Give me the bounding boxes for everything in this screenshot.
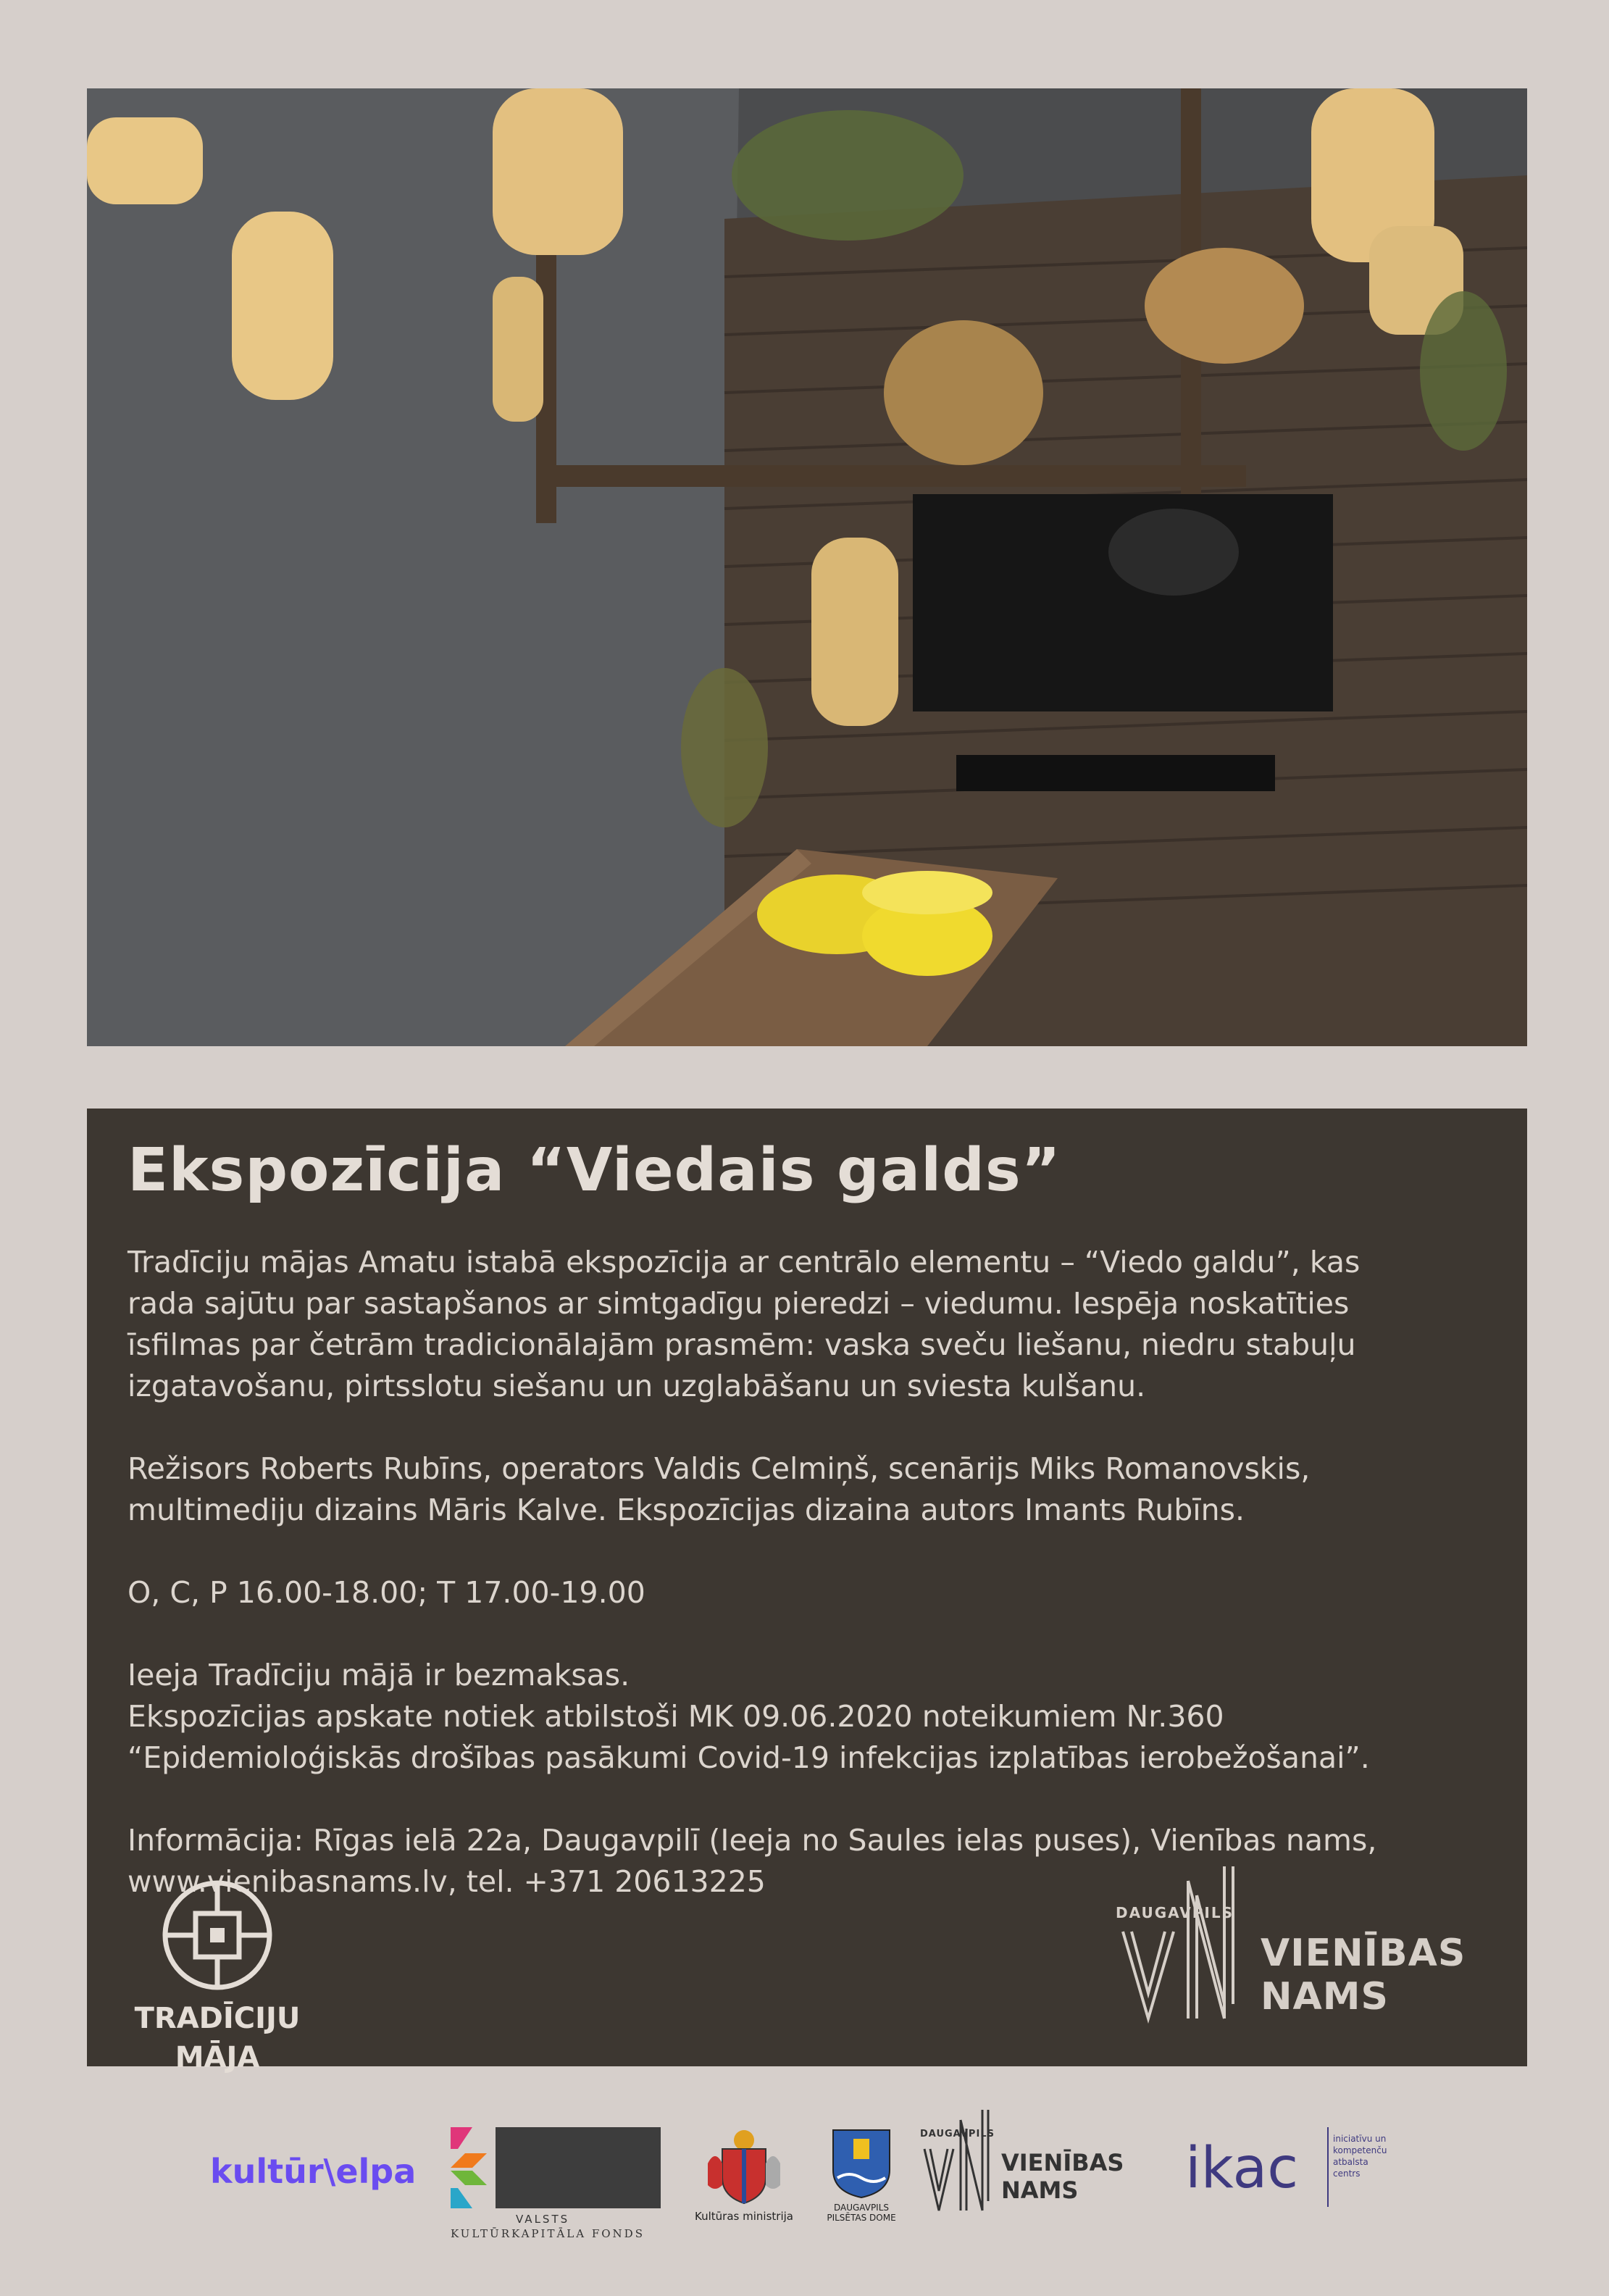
vienibas-nams-logo bbox=[1116, 1859, 1500, 2026]
tradiciju-maja-line2: MĀJA bbox=[175, 2041, 260, 2074]
coat-of-arms-icon bbox=[701, 2127, 787, 2207]
kulturas-ministrija-logo bbox=[690, 2127, 798, 2229]
schedule-paragraph: O, C, P 16.00-18.00; T 17.00-19.00 bbox=[128, 1575, 645, 1610]
daugavpils-crest-icon bbox=[830, 2127, 893, 2200]
ikac-wordmark: ikac bbox=[1185, 2136, 1299, 2201]
kkf-line1: VALSTS bbox=[516, 2213, 570, 2226]
ikac-tagline: iniciatīvu un kompetenču atbalsta centrs bbox=[1333, 2134, 1387, 2179]
hero-photo bbox=[87, 88, 1527, 1046]
contact-paragraph: Informācija: Rīgas ielā 22a, Daugavpilī (Ieeja no Saules ielas puses), Vienības nams, www.vienibasnams.lv, tel. +371 20613225 bbox=[128, 1823, 1377, 1899]
dome-line1: DAUGAVPILS bbox=[833, 2203, 890, 2213]
ikac-divider bbox=[1327, 2127, 1329, 2207]
panel-body bbox=[128, 1242, 1489, 1944]
daugavpils-dome-logo bbox=[822, 2127, 901, 2229]
vn-footer-city: DAUGAVPILS bbox=[920, 2129, 995, 2140]
tradiciju-maja-symbol-icon bbox=[156, 1874, 279, 1997]
kkf-logo bbox=[451, 2127, 661, 2240]
kkf-line2: KULTŪRKAPITĀLA FONDS bbox=[451, 2227, 645, 2240]
info-panel bbox=[87, 1109, 1527, 2074]
vn-monogram-icon bbox=[1116, 1859, 1261, 2026]
vn-city-label: DAUGAVPILS bbox=[1116, 1904, 1234, 1921]
panel-title: Ekspozīcija “Viedais galds” bbox=[128, 1136, 1061, 1205]
entry-paragraph: Ieeja Tradīciju mājā ir bezmaksas. Ekspozīcijas apskate notiek atbilstoši MK 09.06.2020 noteikumiem Nr.360 “Epidemioloģiskās drošības pasākumi Covid-19 infekcijas izplatības ierobežošanai”. bbox=[128, 1658, 1370, 1775]
vienibas-nams-footer-logo bbox=[920, 2105, 1166, 2214]
kkf-grey-block bbox=[496, 2127, 661, 2208]
vn-name-label: VIENĪBAS NAMS bbox=[1261, 1932, 1466, 2019]
km-label: Kultūras ministrija bbox=[695, 2210, 793, 2223]
tradiciju-maja-logo bbox=[116, 1874, 319, 2074]
credits-paragraph: Režisors Roberts Rubīns, operators Valdis Celmiņš, scenārijs Miks Romanovskis, multimediju dizains Māris Kalve. Ekspozīcijas dizaina autors Imants Rubīns. bbox=[128, 1451, 1311, 1527]
tradiciju-maja-line1: TRADĪCIJU bbox=[134, 2002, 301, 2035]
description-paragraph: Tradīciju mājas Amatu istabā ekspozīcija ar centrālo elementu – “Viedo galdu”, kas rada sajūtu par sastapšanos ar simtgadīgu pieredzi – viedumu. Iespēja noskatīties īsfilmas par četrām tradicionālajām prasmēm: vaska sveču liešanu, niedru stabuļu izgatavošanu, pirtsslotu siešanu un uzglabāšanu un sviesta kulšanu. bbox=[128, 1245, 1361, 1403]
kkf-mark-icon bbox=[451, 2127, 494, 2208]
vn-footer-monogram-icon bbox=[920, 2105, 1000, 2214]
room-illustration bbox=[87, 88, 1527, 1046]
kulturelpa-logo: kultūr\elpa bbox=[210, 2152, 417, 2191]
dome-line2: PILSĒTAS DOME bbox=[827, 2213, 896, 2223]
vn-footer-name: VIENĪBAS NAMS bbox=[1001, 2149, 1124, 2204]
ikac-logo bbox=[1185, 2127, 1387, 2214]
sponsor-footer bbox=[0, 2087, 1609, 2260]
